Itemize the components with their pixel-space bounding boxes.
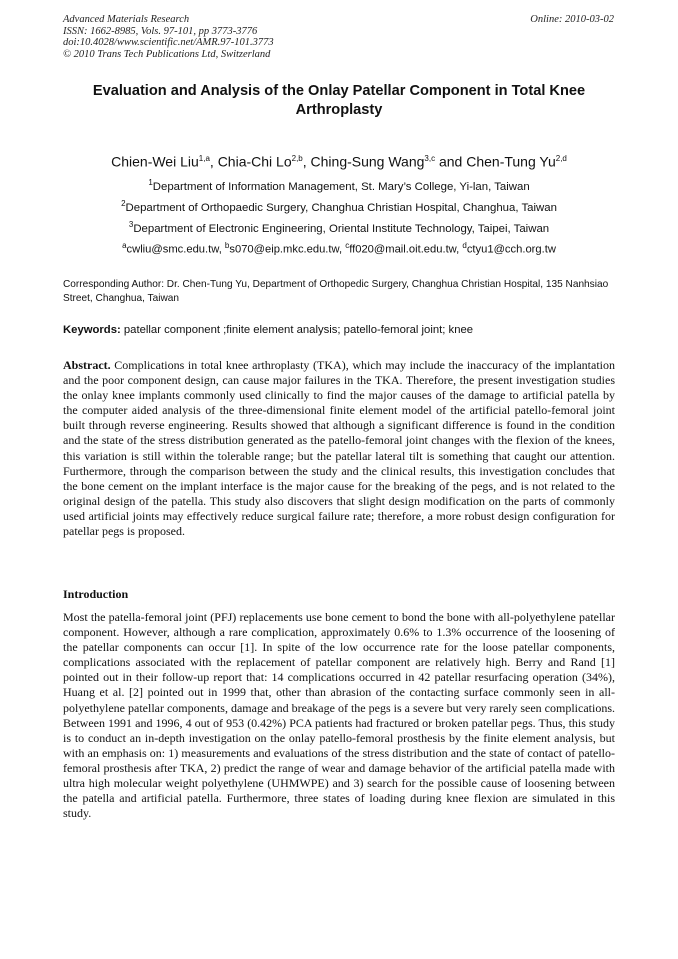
online-date: Online: 2010-03-02 [530, 14, 614, 25]
affiliation-text: Department of Information Management, St. Mary’s College, Yi-lan, Taiwan [152, 180, 530, 193]
author-sup: 3,c [424, 154, 436, 163]
affiliation-text: Department of Electronic Engineering, Oriental Institute Technology, Taipei, Taiwan [133, 222, 550, 235]
abstract-text: Complications in total knee arthroplasty (TKA), which may include the inaccuracy of the implantation and the poor component design, can cause major failures in the TKA. Therefore, the present investigation studies the onlay knee implants commonly used clinically to find the major causes of the damage to artificial patella by the computer aided analysis of the three-dimensional finite element model of the artificial patello-femoral joint built through reverse engineering. Results showed that although a significant difference is found in the condition and the state of the stress distribution generated as the patello-femoral joint changes with the flexion of the knees, this variation is still within the tolerable range; but the patellar lateral tilt is something that caught our attention. Furthermore, through the comparison between the study and the clinical results, this investigation concludes that the bone cement on the implant interface is the major cause for the breaking of the pegs, and is not related to the original design of the patella. This study also discovers that slight design modification on the parts of commonly used artificial joints may effectively reduce surgical failure rate; therefore, a more robust design configuration for patellar pegs is proposed. [63, 358, 615, 539]
affiliation-sup: 2 [121, 199, 126, 208]
author-name: Chien-Wei Liu [111, 153, 199, 170]
journal-issn: ISSN: 1662-8985, Vols. 97-101, pp 3773-3776 [63, 25, 258, 37]
section-heading-introduction: Introduction [63, 587, 129, 601]
journal-doi: doi:10.4028/www.scientific.net/AMR.97-101.3773 [63, 37, 274, 48]
keywords [63, 323, 615, 337]
corresponding-author: Corresponding Author: Dr. Chen-Tung Yu, Department of Orthopedic Surgery, Changhua Christian Hospital, 135 Nanhsiao Street, Changhua, Taiwan [63, 279, 609, 304]
journal-copyright: © 2010 Trans Tech Publications Ltd, Switzerland [63, 48, 271, 60]
paper-title: Evaluation and Analysis of the Onlay Patellar Component in Total Knee Arthroplasty [92, 83, 586, 118]
author-sup: 2,d [555, 154, 567, 163]
email-list [40, 239, 638, 257]
author-sep: and [435, 153, 467, 170]
email: ctyu1@cch.org.tw [466, 243, 556, 256]
email: s070@eip.mkc.edu.tw, [229, 243, 346, 256]
affiliation-sup: 1 [148, 178, 153, 187]
author-sup: 1,a [198, 154, 210, 163]
affiliation-sup: 3 [128, 220, 134, 229]
introduction-text: Most the patella-femoral joint (PFJ) replacements use bone cement to bond the bone with all-polyethylene patellar component. However, although a rare complication, approximately 0.6% to 1.3% occurrence of the loosening of the patellar components can occur [1]. In spite of the low occurrence rate for the loose patellar components, complications associated with the replacement of patellar component are relatively high. Berry and Rand [1] pointed out in their follow-up report that: 14 complications occurred in 42 patellar resurfacing operation (34%), Huang et al. [2] pointed out in 1999 that, other than abrasion of the contacting surface commonly seen in all-polyethylene patellar components, damage and breakage of the pegs is a severe but very rarely seen complications. Between 1991 and 1996, 4 out of 953 (0.42%) PCA patients had fractured or broken patellar pegs. Thus, this study is to conduct an in-depth investigation on the onlay patello-femoral prosthesis by the finite element analysis, but with an emphasis on: 1) measurements and evaluations of the stress distribution and the state of contact of patello-femoral prosthesis after TKA, 2) predict the range of wear and damage behavior of the artificial patella made with ultra high molecular weight polyethylene (UHMWPE) and 3) search for the possible cause of loosening between the patella and artificial patella. Furthermore, three states of loading during knee flexion are simulated in this study. [63, 610, 615, 821]
email: cwliu@smc.edu.tw, [126, 243, 225, 256]
email: ff020@mail.oit.edu.tw, [349, 243, 463, 256]
keywords-text: patellar component ;finite element analysis; patello-femoral joint; knee [120, 324, 474, 336]
affiliation-text: Department of Orthopaedic Surgery, Changhua Christian Hospital, Changhua, Taiwan [125, 201, 557, 214]
abstract-label: Abstract. [63, 358, 111, 372]
journal-name: Advanced Materials Research [63, 14, 190, 25]
affiliation [40, 197, 638, 215]
journal-header [63, 14, 274, 60]
keywords-label: Keywords: [63, 324, 121, 336]
author-name: Chen-Tung Yu [466, 153, 556, 170]
author-sep: , [209, 153, 218, 170]
author-sup: 2,b [291, 154, 303, 163]
author-name: Chia-Chi Lo [217, 153, 292, 170]
email-sup: c [345, 241, 350, 250]
email-sup: b [224, 241, 230, 250]
affiliation [40, 176, 638, 194]
affiliation [40, 218, 638, 236]
abstract [63, 358, 615, 539]
author-list [40, 150, 638, 171]
author-name: Ching-Sung Wang [310, 153, 425, 170]
email-sup: d [462, 241, 467, 250]
email-sup: a [122, 241, 127, 250]
author-sep: , [302, 153, 311, 170]
